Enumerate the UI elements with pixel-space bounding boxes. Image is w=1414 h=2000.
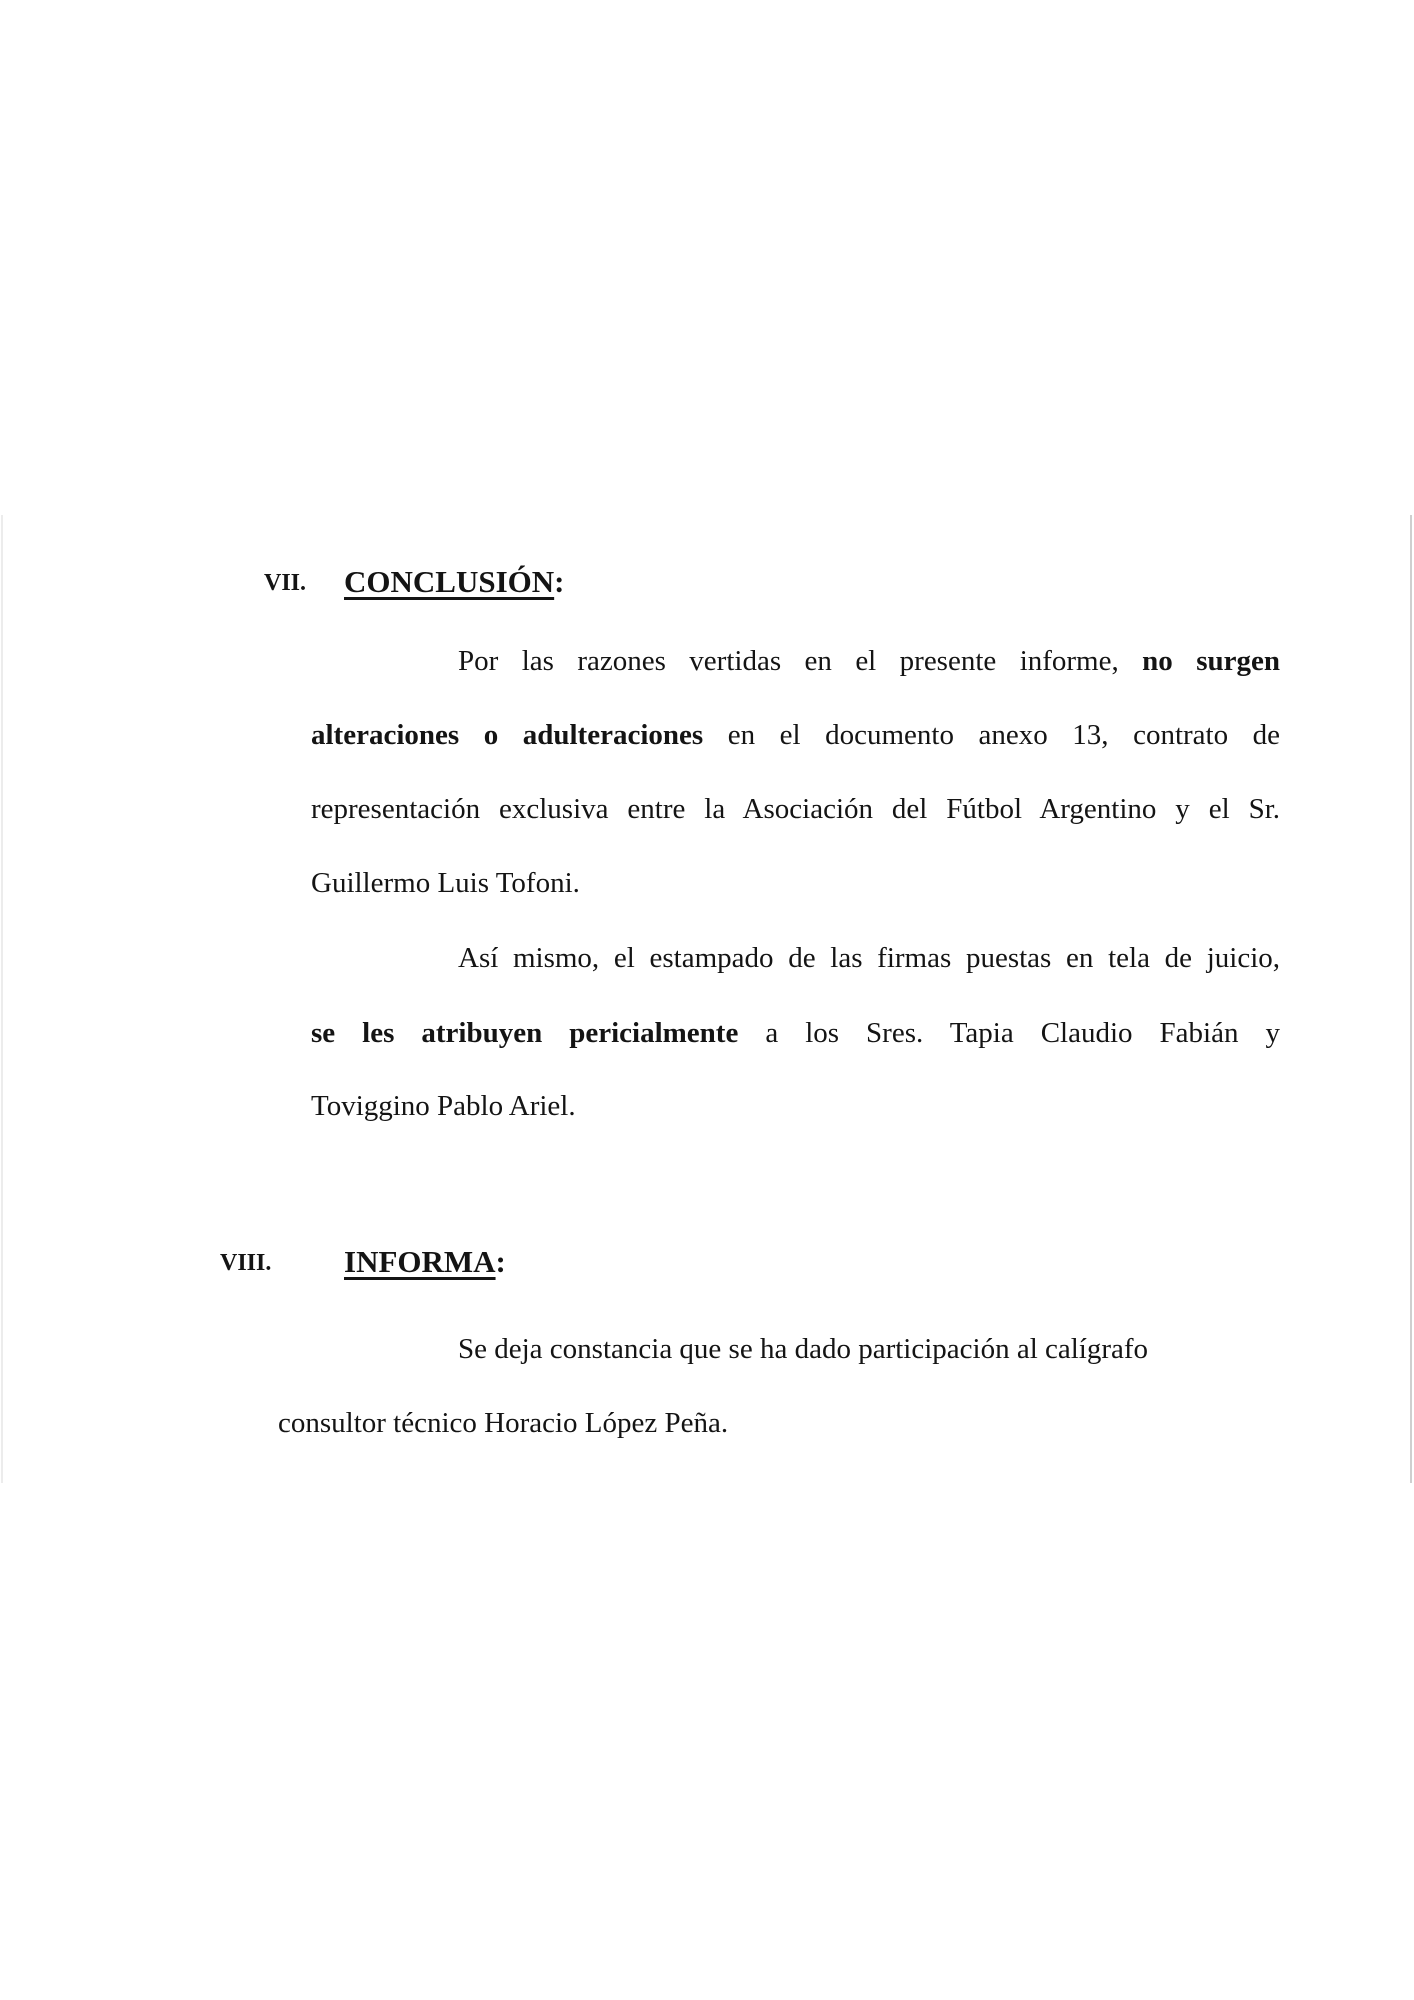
paragraph-line <box>278 1406 728 1440</box>
bold-text-run: no surgen <box>1142 645 1281 677</box>
paragraph-line <box>311 1089 576 1123</box>
page-left-edge <box>1 515 3 1483</box>
text-run: Se deja constancia que se ha dado participación al calígrafo <box>458 1333 1149 1365</box>
section-title-text: CONCLUSIÓN <box>344 564 555 599</box>
text-run: consultor técnico Horacio López Peña. <box>278 1407 729 1439</box>
paragraph-line <box>458 941 1280 975</box>
section-title-colon: : <box>554 564 565 599</box>
text-run: Toviggino Pablo Ariel. <box>311 1090 576 1122</box>
text-run: a los Sres. Tapia Claudio Fabián y <box>738 1017 1280 1049</box>
paragraph-line <box>311 792 1280 826</box>
section-title <box>344 1244 506 1280</box>
bold-text-run: se les atribuyen pericialmente <box>311 1017 739 1049</box>
text-run: Guillermo Luis Tofoni. <box>311 867 580 899</box>
section-title <box>344 564 564 600</box>
section-number: VIII. <box>220 1250 272 1276</box>
bold-text-run: alteraciones o adulteraciones <box>311 719 704 751</box>
page-right-edge <box>1410 515 1412 1483</box>
section-title-text: INFORMA <box>344 1244 496 1279</box>
paragraph-line <box>311 718 1280 752</box>
paragraph-line <box>458 644 1280 678</box>
text-run: en el documento anexo 13, contrato de <box>703 719 1280 751</box>
section-title-colon: : <box>495 1244 506 1279</box>
paragraph-line <box>311 866 580 900</box>
paragraph-line <box>311 1016 1280 1050</box>
paragraph-line <box>458 1332 1148 1366</box>
text-run: representación exclusiva entre la Asociación del Fútbol Argentino y el Sr. <box>311 793 1280 825</box>
text-run: Así mismo, el estampado de las firmas puestas en tela de juicio, <box>458 942 1280 974</box>
text-run: Por las razones vertidas en el presente informe, <box>458 645 1143 677</box>
section-number: VII. <box>264 570 307 596</box>
